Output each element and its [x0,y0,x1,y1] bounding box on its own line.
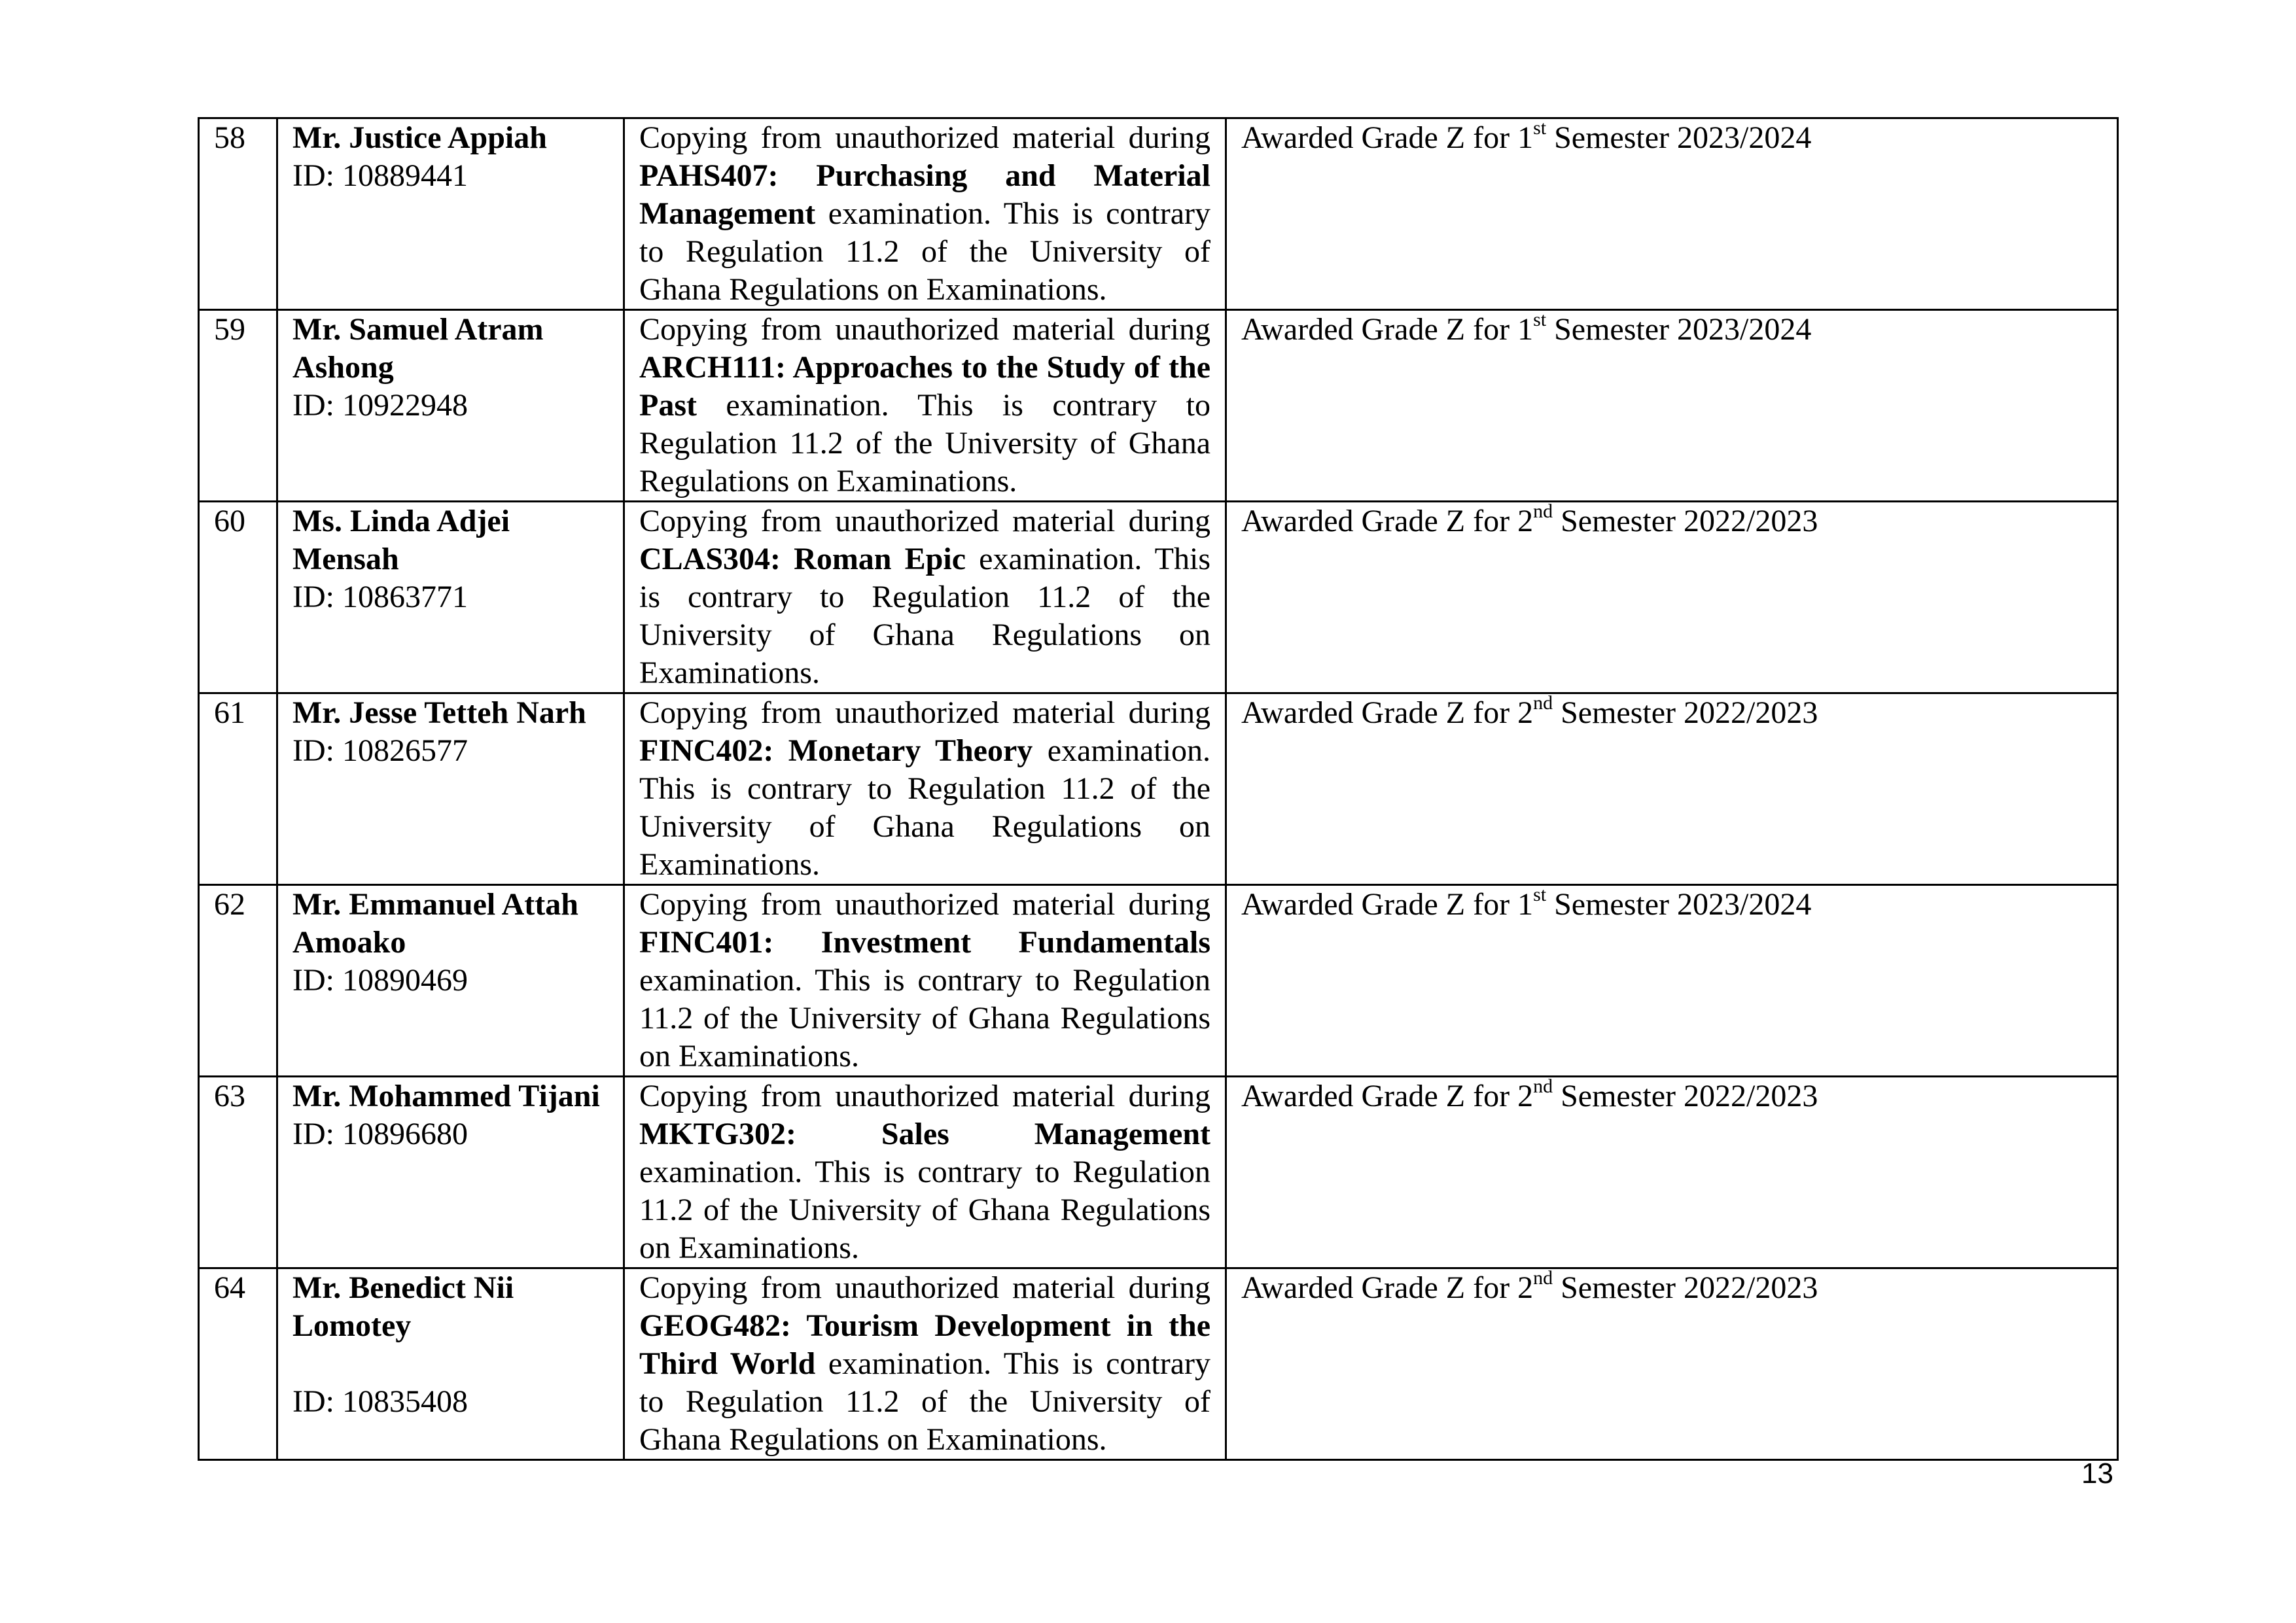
row-number: 64 [214,1270,245,1305]
ordinal-suffix: nd [1533,500,1553,522]
penalty-text: Awarded Grade Z for 2 [1241,1270,1534,1305]
penalty-semester: Semester 2023/2024 [1546,887,1812,922]
offence-detail: examination. This is contrary to Regulation 11.2 of the University of Ghana Regulations on Examinations. [639,733,1210,882]
penalty-cell [1226,118,2118,310]
penalty-cell [1226,1268,2118,1460]
student-id: ID: 10889441 [292,158,468,193]
row-number: 59 [214,312,245,347]
row-number: 61 [214,695,245,730]
page-number: 13 [2081,1457,2113,1490]
student-name: Mr. Emmanuel Attah Amoako [292,887,578,960]
penalty-semester: Semester 2022/2023 [1553,1079,1818,1113]
course-title: GEOG482: Tourism Development in the Third World [639,1308,1210,1381]
offence-detail: examination. This is contrary to Regulation 11.2 of the University of Ghana Regulations on Examinations. [639,1155,1210,1265]
penalty-cell [1226,885,2118,1077]
penalty-cell [1226,1077,2118,1268]
student-cell [277,885,624,1077]
offence-cell [624,118,1226,310]
penalty-semester: Semester 2022/2023 [1553,1270,1818,1305]
row-number-cell [199,693,277,885]
row-number-cell [199,1268,277,1460]
offence-cell [624,310,1226,502]
table-row [199,502,2118,693]
course-title: FINC401: Investment Fundamentals [639,925,1210,960]
offence-detail: examination. This is contrary to Regulation 11.2 of the University of Ghana Regulations on Examinations. [639,542,1210,690]
penalty-text: Awarded Grade Z for 2 [1241,1079,1534,1113]
row-number-cell [199,502,277,693]
blank-line [292,1345,609,1383]
offence-intro: Copying from unauthorized material during [639,887,1210,922]
student-id: ID: 10890469 [292,963,468,998]
offence-intro: Copying from unauthorized material during [639,120,1210,155]
student-id: ID: 10863771 [292,580,468,614]
course-title: ARCH111: Approaches to the Study of the Past [639,350,1210,423]
student-id: ID: 10835408 [292,1384,468,1419]
row-number-cell [199,1077,277,1268]
penalty-text: Awarded Grade Z for 1 [1241,312,1534,347]
penalty-semester: Semester 2023/2024 [1546,312,1812,347]
ordinal-suffix: nd [1533,1267,1553,1289]
student-cell [277,693,624,885]
offence-detail: examination. This is contrary to Regulation 11.2 of the University of Ghana Regulations on Examinations. [639,1346,1211,1457]
student-cell [277,502,624,693]
student-cell [277,118,624,310]
offence-detail: examination. This is contrary to Regulation 11.2 of the University of Ghana Regulations on Examinations. [639,196,1210,307]
table-row [199,310,2118,502]
row-number-cell [199,885,277,1077]
penalty-text: Awarded Grade Z for 1 [1241,120,1534,155]
row-number: 62 [214,887,245,922]
ordinal-suffix: nd [1533,692,1553,714]
student-name: Mr. Justice Appiah [292,120,547,155]
penalty-semester: Semester 2022/2023 [1553,504,1818,538]
course-title: FINC402: Monetary Theory [639,733,1033,768]
offence-cell [624,502,1226,693]
course-title: CLAS304: Roman Epic [639,542,966,576]
offence-intro: Copying from unauthorized material during [639,1270,1210,1305]
penalty-cell [1226,310,2118,502]
student-cell [277,1077,624,1268]
row-number: 60 [214,504,245,538]
student-cell [277,1268,624,1460]
offence-intro: Copying from unauthorized material during [639,1079,1210,1113]
table-row [199,885,2118,1077]
student-name: Mr. Benedict Nii Lomotey [292,1270,514,1343]
penalty-cell [1226,693,2118,885]
offence-intro: Copying from unauthorized material during [639,504,1210,538]
penalty-text: Awarded Grade Z for 1 [1241,887,1534,922]
row-number-cell [199,310,277,502]
penalty-text: Awarded Grade Z for 2 [1241,504,1534,538]
offence-cell [624,1268,1226,1460]
penalty-cell [1226,502,2118,693]
table-row [199,118,2118,310]
offence-detail: examination. This is contrary to Regulation 11.2 of the University of Ghana Regulations on Examinations. [639,388,1210,498]
offence-cell [624,693,1226,885]
course-title: PAHS407: Purchasing and Material Management [639,158,1210,231]
table-row [199,1077,2118,1268]
ordinal-suffix: st [1533,117,1547,139]
table-row [199,1268,2118,1460]
student-id: ID: 10896680 [292,1117,468,1151]
offence-detail: examination. This is contrary to Regulation 11.2 of the University of Ghana Regulations on Examinations. [639,963,1210,1073]
penalty-semester: Semester 2022/2023 [1553,695,1818,730]
student-id: ID: 10922948 [292,388,468,423]
row-number-cell [199,118,277,310]
offence-cell [624,885,1226,1077]
row-number: 58 [214,120,245,155]
student-name: Mr. Mohammed Tijani [292,1079,600,1113]
records-table-body [199,118,2118,1460]
disciplinary-records-table [198,117,2119,1461]
offence-cell [624,1077,1226,1268]
row-number: 63 [214,1079,245,1113]
student-name: Mr. Samuel Atram Ashong [292,312,544,385]
student-cell [277,310,624,502]
ordinal-suffix: st [1533,309,1547,330]
ordinal-suffix: st [1533,884,1547,905]
offence-intro: Copying from unauthorized material during [639,695,1210,730]
student-name: Ms. Linda Adjei Mensah [292,504,510,576]
offence-intro: Copying from unauthorized material during [639,312,1210,347]
penalty-text: Awarded Grade Z for 2 [1241,695,1534,730]
penalty-semester: Semester 2023/2024 [1546,120,1812,155]
table-row [199,693,2118,885]
student-id: ID: 10826577 [292,733,468,768]
course-title: MKTG302: Sales Management [639,1117,1210,1151]
ordinal-suffix: nd [1533,1075,1553,1097]
student-name: Mr. Jesse Tetteh Narh [292,695,586,730]
